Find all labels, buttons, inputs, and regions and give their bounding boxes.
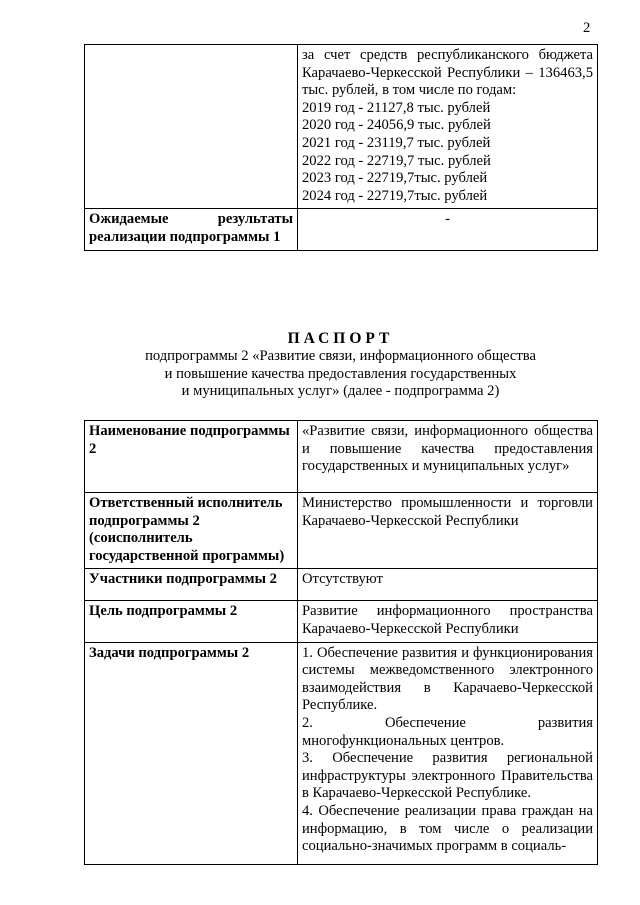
task-item-1: 1. Обеспечение развития и функционирования системы межведомственного электронного взаимодействия в Карачаево-Черкесской Республике.: [302, 644, 593, 714]
subprogram-name-value: «Развитие связи, информационного общества и повышение качества предоставления государственных и муниципальных услуг»: [298, 421, 598, 493]
goal-value: Развитие информационного пространства Карачаево-Черкесской Республики: [298, 601, 598, 642]
funding-year-2021: 2021 год - 23119,7 тыс. рублей: [302, 134, 491, 151]
funding-year-2022: 2022 год - 22719,7 тыс. рублей: [302, 152, 491, 169]
passport-heading: [84, 330, 597, 401]
funding-year-2020: 2020 год - 24056,9 тыс. рублей: [302, 117, 491, 134]
responsible-executor-value: Министерство промышленности и торговли Карачаево-Черкесской Республики: [298, 493, 598, 569]
task-item-3: 3. Обеспечение развития региональной инфраструктуры электронного Правительства в Карачаево-Черкесской Республике.: [302, 750, 593, 802]
page-number: 2: [583, 20, 591, 36]
goal-label: Цель подпрограммы 2: [85, 601, 298, 642]
task-item-2: 2. Обеспечение развития многофункциональных центров.: [302, 714, 593, 749]
passport-title: ПАСПОРТ: [287, 330, 394, 347]
funding-cell: [298, 45, 598, 209]
table-row: [85, 209, 598, 250]
tasks-value: [298, 642, 598, 864]
passport-table: [84, 420, 598, 865]
table-row: [85, 601, 598, 642]
passport-subtitle-line-3: и муниципальных услуг» (далее - подпрограмма 2): [181, 383, 500, 400]
funding-year-2023: 2023 год - 22719,7тыс. рублей: [302, 170, 488, 187]
funding-year-2024: 2024 год - 22719,7тыс. рублей: [302, 187, 488, 204]
empty-label-cell: [85, 45, 298, 209]
passport-subtitle-line-1: подпрограммы 2 «Развитие связи, информационного общества: [145, 348, 536, 364]
responsible-executor-label: Ответственный исполнитель подпрограммы 2 (соисполнитель государственной программы): [85, 493, 298, 569]
subprogram-name-label: Наименование подпрограммы 2: [85, 421, 298, 493]
table-row: [85, 569, 598, 601]
tasks-label: Задачи подпрограммы 2: [85, 642, 298, 864]
table-row: [85, 493, 598, 569]
table-row: [85, 642, 598, 864]
expected-results-value: -: [298, 209, 598, 250]
passport-subtitle-line-2: и повышение качества предоставления государственных: [164, 365, 517, 382]
expected-results-label: Ожидаемые результаты реализации подпрограммы 1: [85, 209, 298, 250]
funding-table-continuation: [84, 44, 598, 251]
funding-intro: за счет средств республиканского бюджета Карачаево-Черкесской Республики – 136463,5 тыс. рублей, в том числе по годам:: [302, 47, 593, 99]
table-row: [85, 421, 598, 493]
table-row: [85, 45, 598, 209]
task-item-4: 4. Обеспечение реализации права граждан на информацию, в том числе о реализации социально-значимых программ в социаль-: [302, 802, 593, 855]
participants-label: Участники подпрограммы 2: [85, 569, 298, 601]
funding-year-2019: 2019 год - 21127,8 тыс. рублей: [302, 99, 491, 116]
participants-value: Отсутствуют: [298, 569, 598, 601]
